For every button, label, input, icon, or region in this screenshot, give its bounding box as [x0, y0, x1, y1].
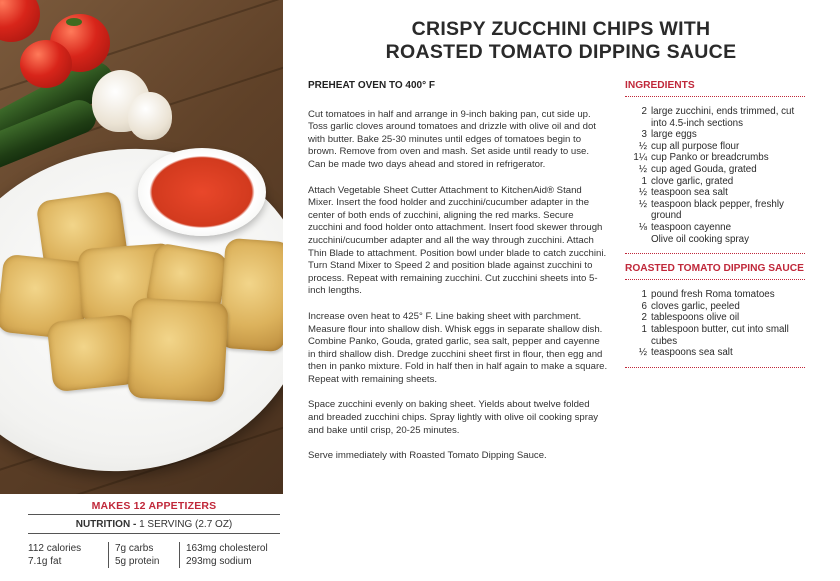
ingredient-name: teaspoons sea salt [651, 347, 733, 359]
ingredient-item [625, 289, 805, 301]
zucchini-chip-image [47, 314, 140, 393]
ingredient-name: Olive oil cooking spray [651, 233, 750, 245]
ingredient-quantity: 1 [641, 175, 647, 187]
nutrition-facts [28, 534, 280, 568]
nutrition-label: NUTRITION [75, 519, 131, 530]
sodium-value: 293mg sodium [186, 556, 252, 567]
ingredient-item [625, 141, 805, 153]
instruction-step: Attach Vegetable Sheet Cutter Attachment to KitchenAid® Stand Mixer. Insert the food holder and zucchini/cucumber adapter in the center of both ends of zucchini, aligning the red marks. Secure zucchini and food holder onto attachment. Insert food skewer through zucchini/cucumber adapter and all the way through zucchini. Attach Thin Blade to attachment. Position bowl under blade to catch zucchini. Turn Stand Mixer to Speed 2 and position blade against zucchini to process. Repeat with remaining zucchini. Cut zucchini sheets into 5-inch lengths. [308, 184, 607, 297]
ingredient-item [625, 301, 805, 313]
nutrition-column [28, 542, 108, 568]
instruction-step: Increase oven heat to 425° F. Line baking sheet with parchment. Measure flour into shallow dish. Whisk eggs in separate shallow dish. Combine Panko, Gouda, grated garlic, sea salt, pepper and cayenne in third shallow dish. Dredge zucchini sheet first in flour, then egg and then in panko mixture. Fold in half then in half again to make a square. Repeat with remaining sheets. [308, 310, 608, 385]
ingredient-item [625, 164, 805, 176]
food-photo [0, 0, 283, 494]
ingredient-quantity: ½ [638, 198, 647, 210]
ingredient-quantity [625, 234, 651, 246]
divider [625, 253, 805, 254]
nutrition-panel [28, 500, 280, 568]
divider [625, 367, 805, 368]
ingredient-item [625, 222, 805, 234]
instruction-step: Serve immediately with Roasted Tomato Dipping Sauce. [308, 450, 547, 462]
instruction-step: Cut tomatoes in half and arrange in 9-inch baking pan, cut side up. Toss garlic cloves around tomatoes and drizzle with olive oil and dot with butter. Bake 25-30 minutes until edges of tomatoes begin to brown. Remove from oven and mash. Set aside until ready to use. Can be made two days ahead and stored in refrigerator. [308, 108, 596, 170]
ingredient-name: large zucchini, ends trimmed, cut into 4.5-inch sections [651, 106, 795, 129]
ingredient-name: cloves garlic, peeled [651, 300, 740, 312]
sauce-ingredients-list [625, 289, 805, 367]
ingredient-name: tablespoon butter, cut into small cubes [651, 323, 789, 347]
ingredient-quantity: ½ [638, 140, 647, 152]
sauce-heading: ROASTED TOMATO DIPPING SAUCE [625, 263, 805, 280]
ingredient-item [625, 106, 805, 129]
yield-label: MAKES 12 APPETIZERS [91, 500, 217, 512]
ingredient-name: teaspoon sea salt [651, 187, 728, 199]
preheat-heading: PREHEAT OVEN TO 400° F [308, 80, 435, 91]
ingredient-quantity: 6 [641, 300, 647, 312]
ingredient-quantity: 2 [641, 106, 647, 117]
ingredient-item [625, 312, 805, 324]
ingredient-quantity: ⅛ [638, 221, 647, 233]
ingredient-quantity: 1¼ [633, 152, 647, 164]
carbs-value: 7g carbs [115, 543, 154, 554]
instructions [308, 80, 608, 476]
zucchini-chip-image [127, 298, 228, 403]
ingredient-quantity: 1 [641, 289, 647, 301]
ingredient-quantity: ½ [638, 163, 647, 175]
ingredient-name: tablespoons olive oil [651, 312, 740, 324]
fat-value: 7.1g fat [28, 556, 62, 567]
recipe-title-line: CRISPY ZUCCHINI CHIPS WITH [411, 18, 711, 40]
ingredients-panel [625, 80, 805, 377]
ingredient-name: teaspoon black pepper, freshly ground [651, 198, 784, 222]
ingredient-quantity: 2 [641, 312, 647, 324]
cholesterol-value: 163mg cholesterol [186, 543, 268, 554]
ingredient-item [625, 129, 805, 141]
sauce-bowl-image [138, 148, 266, 236]
ingredient-item [625, 152, 805, 164]
ingredient-quantity: 3 [641, 129, 647, 141]
ingredient-item [625, 199, 805, 222]
recipe-title-line: ROASTED TOMATO DIPPING SAUCE [385, 41, 737, 63]
calories-value: 112 calories [28, 543, 82, 554]
serving-size: 1 SERVING (2.7 OZ) [139, 519, 233, 530]
tomato-image [0, 0, 40, 42]
ingredient-quantity: 1 [641, 323, 647, 335]
zucchini-chip-image [218, 238, 283, 352]
ingredient-name: clove garlic, grated [651, 175, 734, 187]
nutrition-column [179, 542, 274, 568]
ingredient-item [625, 187, 805, 199]
ingredient-quantity: ½ [638, 187, 647, 199]
ingredient-quantity: ½ [638, 347, 647, 359]
ingredient-name: cup aged Gouda, grated [651, 163, 757, 175]
ingredient-name: cup Panko or breadcrumbs [651, 152, 769, 164]
ingredient-item [625, 234, 805, 246]
ingredient-name: large eggs [651, 129, 697, 141]
ingredient-name: cup all purpose flour [651, 140, 740, 152]
recipe-title [300, 18, 822, 64]
ingredient-name: teaspoon cayenne [651, 221, 732, 233]
ingredients-list [625, 106, 805, 253]
garlic-image [128, 92, 172, 140]
nutrition-serving-line [28, 515, 280, 533]
nutrition-separator: - [130, 519, 140, 530]
instruction-step: Space zucchini evenly on baking sheet. Yields about twelve folded and breaded zucchini chips. Spray lightly with olive oil cooking spray and bake until crisp, 20-25 minutes. [308, 399, 599, 436]
ingredients-heading: INGREDIENTS [625, 80, 805, 97]
ingredient-item [625, 347, 805, 359]
ingredient-item [625, 176, 805, 188]
nutrition-column [108, 542, 179, 568]
tomato-image [20, 40, 72, 88]
ingredient-item [625, 324, 805, 347]
protein-value: 5g protein [115, 556, 160, 567]
ingredient-name: pound fresh Roma tomatoes [651, 289, 775, 301]
